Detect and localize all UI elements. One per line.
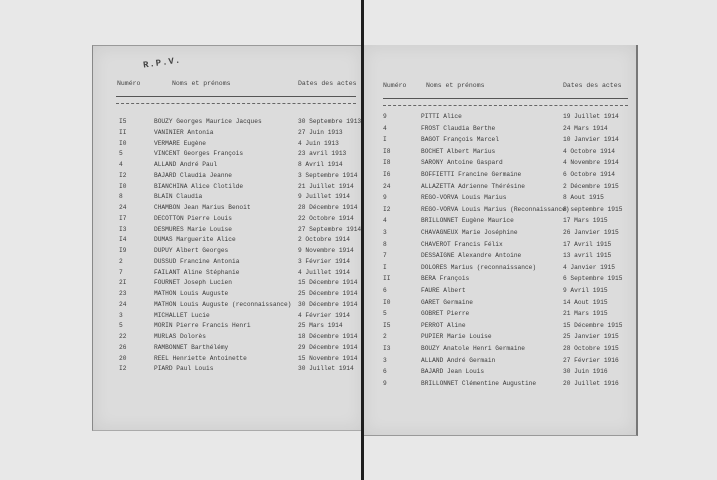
- entry-name: DESMURES Marie Louise: [154, 225, 232, 233]
- entry-name: PITTI Alice: [421, 113, 462, 120]
- entry-date: 4 Janvier 1915: [563, 263, 615, 271]
- entry-name: PUPIER Marie Louise: [421, 333, 492, 341]
- left-header-rule: [116, 96, 356, 97]
- entry-name: BRILLONNET Eugène Maurice: [421, 217, 514, 225]
- entry-name: BOUZY Georges Maurice Jacques: [154, 118, 262, 125]
- entry-name: DOLORES Marius (reconnaissance): [421, 263, 537, 271]
- entry-name: DUSSUD Francine Antonia: [154, 257, 240, 265]
- entry-number: 7: [383, 252, 387, 260]
- entry-number: 8: [119, 193, 123, 201]
- entry-name: BAJARD Jean Louis: [421, 368, 485, 376]
- entry-name: GARET Germaine: [421, 298, 473, 306]
- entry-date: 17 Mars 1915: [563, 217, 608, 225]
- right-header-dates: Dates des actes: [563, 82, 622, 89]
- entry-date: 2 Décembre 1915: [563, 182, 619, 190]
- entry-date: 4 Juin 1913: [298, 139, 339, 147]
- entry-date: 20 Juillet 1916: [563, 379, 619, 387]
- entry-number: I2: [383, 205, 391, 213]
- entry-name: FOURNET Joseph Lucien: [154, 279, 232, 287]
- entry-number: 9: [383, 113, 387, 120]
- entry-name: BRILLONNET Clémentine Augustine: [421, 379, 537, 387]
- entry-name: MURLAS Dolorès: [154, 333, 206, 340]
- entry-date: 30 Décembre 1914: [298, 300, 358, 308]
- entry-date: 9 Juillet 1914: [298, 193, 350, 201]
- entry-date: 19 Juillet 1914: [563, 113, 619, 120]
- entry-date: 2 Octobre 1914: [298, 236, 350, 244]
- entry-name: VANINIER Antonia: [154, 128, 214, 136]
- entry-date: 21 Mars 1915: [563, 310, 608, 318]
- entry-name: DUMAS Marguerite Alice: [154, 236, 236, 244]
- entry-number: I5: [383, 321, 391, 329]
- entry-name: REEL Henriette Antoinette: [154, 354, 247, 362]
- entry-date: 27 Février 1916: [563, 356, 619, 364]
- entry-date: 15 Novembre 1914: [298, 354, 358, 362]
- entry-name: MICHALLET Lucie: [154, 311, 210, 319]
- entry-name: ALLAND André Paul: [154, 161, 218, 168]
- entry-number: 4: [383, 124, 387, 132]
- entry-name: MORIN Pierre Francis Henri: [154, 322, 251, 330]
- entry-name: FAILANT Aline Stéphanie: [154, 268, 240, 276]
- entry-date: 28 Décembre 1914: [298, 204, 358, 211]
- entry-name: BOCHET Albert Marius: [421, 147, 496, 155]
- entry-name: RAMBONNET Barthélémy: [154, 343, 229, 351]
- entry-date: 22 Octobre 1914: [298, 214, 354, 222]
- entry-name: MATHON Louis Auguste (reconnaissance): [154, 300, 292, 308]
- entry-name: PIARD Paul Louis: [154, 365, 214, 373]
- entry-date: 17 Avril 1915: [563, 240, 612, 248]
- entry-date: 27 Septembre 1914: [298, 225, 362, 233]
- left-header-dashed-rule: [116, 103, 356, 104]
- entry-number: I: [383, 263, 387, 271]
- right-header-dashed-rule: [383, 105, 628, 106]
- entry-number: 5: [119, 322, 123, 330]
- entry-date: 4 Novembre 1914: [563, 159, 619, 167]
- entry-name: BAJARD Claudia Jeanne: [154, 171, 232, 179]
- entry-number: I8: [383, 147, 391, 155]
- entry-date: 6 Septembre 1915: [563, 275, 623, 283]
- entry-date: 10 Janvier 1914: [563, 136, 619, 144]
- entry-date: 6 Octobre 1914: [563, 171, 615, 178]
- entry-number: 3: [383, 229, 387, 236]
- entry-number: I0: [119, 139, 127, 147]
- left-header-noms: Noms et prénoms: [172, 80, 231, 87]
- ink-stamp: R.P.V.: [142, 55, 182, 71]
- entry-date: 4 Octobre 1914: [563, 147, 615, 155]
- entry-number: I2: [119, 365, 127, 373]
- entry-number: I0: [383, 298, 391, 306]
- entry-number: 22: [119, 333, 127, 340]
- entry-number: I7: [119, 214, 127, 222]
- entry-date: 25 Janvier 1915: [563, 333, 619, 341]
- entry-name: ALLAZETTA Adrienne Thérésine: [421, 182, 525, 190]
- entry-date: 30 Juillet 1914: [298, 365, 354, 373]
- entry-date: 9 Avril 1915: [563, 287, 608, 294]
- entry-number: 6: [383, 287, 387, 294]
- entry-name: VINCENT Georges François: [154, 150, 244, 158]
- entry-date: 3 Février 1914: [298, 257, 350, 265]
- entry-number: 3: [119, 311, 123, 319]
- entry-date: 9 Novembre 1914: [298, 247, 354, 254]
- entry-name: FAURE Albert: [421, 287, 466, 294]
- entry-number: 5: [119, 150, 123, 158]
- entry-number: 6: [383, 368, 387, 376]
- entry-date: 30 Juin 1916: [563, 368, 608, 376]
- entry-name: FROST Claudia Berthe: [421, 124, 496, 132]
- entry-date: 26 Janvier 1915: [563, 229, 619, 236]
- entry-date: 30 Septembre 1913: [298, 118, 362, 125]
- entry-number: 2: [383, 333, 387, 341]
- entry-name: DUPUY Albert Georges: [154, 247, 229, 254]
- entry-date: 13 avril 1915: [563, 252, 612, 260]
- entry-date: 25 Décembre 1914: [298, 290, 358, 297]
- entry-number: I: [383, 136, 387, 144]
- entry-number: 20: [119, 354, 127, 362]
- right-header-rule: [383, 98, 628, 99]
- left-header-dates: Dates des actes: [298, 80, 357, 87]
- entry-number: 7: [119, 268, 123, 276]
- entry-number: 4: [119, 161, 123, 168]
- entry-date: 24 Mars 1914: [563, 124, 608, 132]
- entry-number: 2: [119, 257, 123, 265]
- entry-date: 25 Mars 1914: [298, 322, 343, 330]
- entry-date: 8 Avril 1914: [298, 161, 343, 168]
- entry-number: 4: [383, 217, 387, 225]
- entry-number: I2: [119, 171, 127, 179]
- entry-date: 3 Septembre 1914: [298, 171, 358, 179]
- entry-number: 8: [383, 240, 387, 248]
- entry-date: 14 Aout 1915: [563, 298, 608, 306]
- entry-number: 24: [119, 204, 127, 211]
- entry-name: MATHON Louis Auguste: [154, 290, 229, 297]
- entry-name: VERMARE Eugène: [154, 139, 206, 147]
- entry-name: BAGOT François Marcel: [421, 136, 499, 144]
- right-header-noms: Noms et prénoms: [426, 82, 485, 89]
- entry-number: I3: [383, 345, 391, 352]
- entry-name: REGO-VORVA Louis Marius: [421, 194, 507, 202]
- entry-name: BLAIN Claudia: [154, 193, 203, 201]
- entry-date: 15 Décembre 1914: [298, 279, 358, 287]
- entry-number: 24: [119, 300, 127, 308]
- entry-number: 9: [383, 379, 387, 387]
- entry-number: 24: [383, 182, 391, 190]
- entry-name: BERA François: [421, 275, 470, 283]
- entry-name: DESSAIGNE Alexandre Antoine: [421, 252, 522, 260]
- entry-number: 3: [383, 356, 387, 364]
- entry-date: 21 Juillet 1914: [298, 182, 354, 190]
- entry-number: 5: [383, 310, 387, 318]
- entry-number: 2I: [119, 279, 127, 287]
- entry-number: I8: [383, 159, 391, 167]
- entry-name: CHAVAGNEUX Marie Joséphine: [421, 229, 518, 236]
- entry-date: 23 avril 1913: [298, 150, 347, 158]
- entry-number: I5: [119, 118, 127, 125]
- left-header-numero: Numéro: [117, 80, 141, 87]
- entry-name: BIANCHINA Alice Clotilde: [154, 182, 244, 190]
- entry-date: 28 Octobre 1915: [563, 345, 619, 352]
- entry-date: 4 Juillet 1914: [298, 268, 350, 276]
- entry-date: 8 septembre 1915: [563, 205, 623, 213]
- entry-name: PERROT Aline: [421, 321, 466, 329]
- entry-number: 9: [383, 194, 387, 202]
- entry-number: I4: [119, 236, 127, 244]
- entry-name: CHAMBON Jean Marius Benoit: [154, 204, 251, 211]
- entry-number: II: [119, 128, 127, 136]
- entry-name: BOFFIETTI Francine Germaine: [421, 171, 522, 178]
- entry-date: 18 Décembre 1914: [298, 333, 358, 340]
- entry-number: I9: [119, 247, 127, 254]
- book-spine: [361, 0, 364, 480]
- entry-name: CHAVEROT Francis Félix: [421, 240, 503, 248]
- entry-name: DECOTTON Pierre Louis: [154, 214, 232, 222]
- entry-number: I3: [119, 225, 127, 233]
- right-header-numero: Numéro: [383, 82, 407, 89]
- entry-date: 4 Février 1914: [298, 311, 350, 319]
- entry-name: BOUZY Anatole Henri Germaine: [421, 345, 525, 352]
- entry-number: 26: [119, 343, 127, 351]
- entry-name: SARONY Antoine Gaspard: [421, 159, 503, 167]
- entry-date: 15 Décembre 1915: [563, 321, 623, 329]
- entry-number: II: [383, 275, 391, 283]
- entry-date: 27 Juin 1913: [298, 128, 343, 136]
- entry-number: I6: [383, 171, 391, 178]
- entry-name: REGO-VORVA Louis Marius (Reconnaissance): [421, 205, 570, 213]
- entry-name: GOBRET Pierre: [421, 310, 470, 318]
- entry-number: 23: [119, 290, 127, 297]
- entry-number: I0: [119, 182, 127, 190]
- entry-name: ALLAND André Germain: [421, 356, 496, 364]
- entry-date: 29 Décembre 1914: [298, 343, 358, 351]
- entry-date: 8 Aout 1915: [563, 194, 604, 202]
